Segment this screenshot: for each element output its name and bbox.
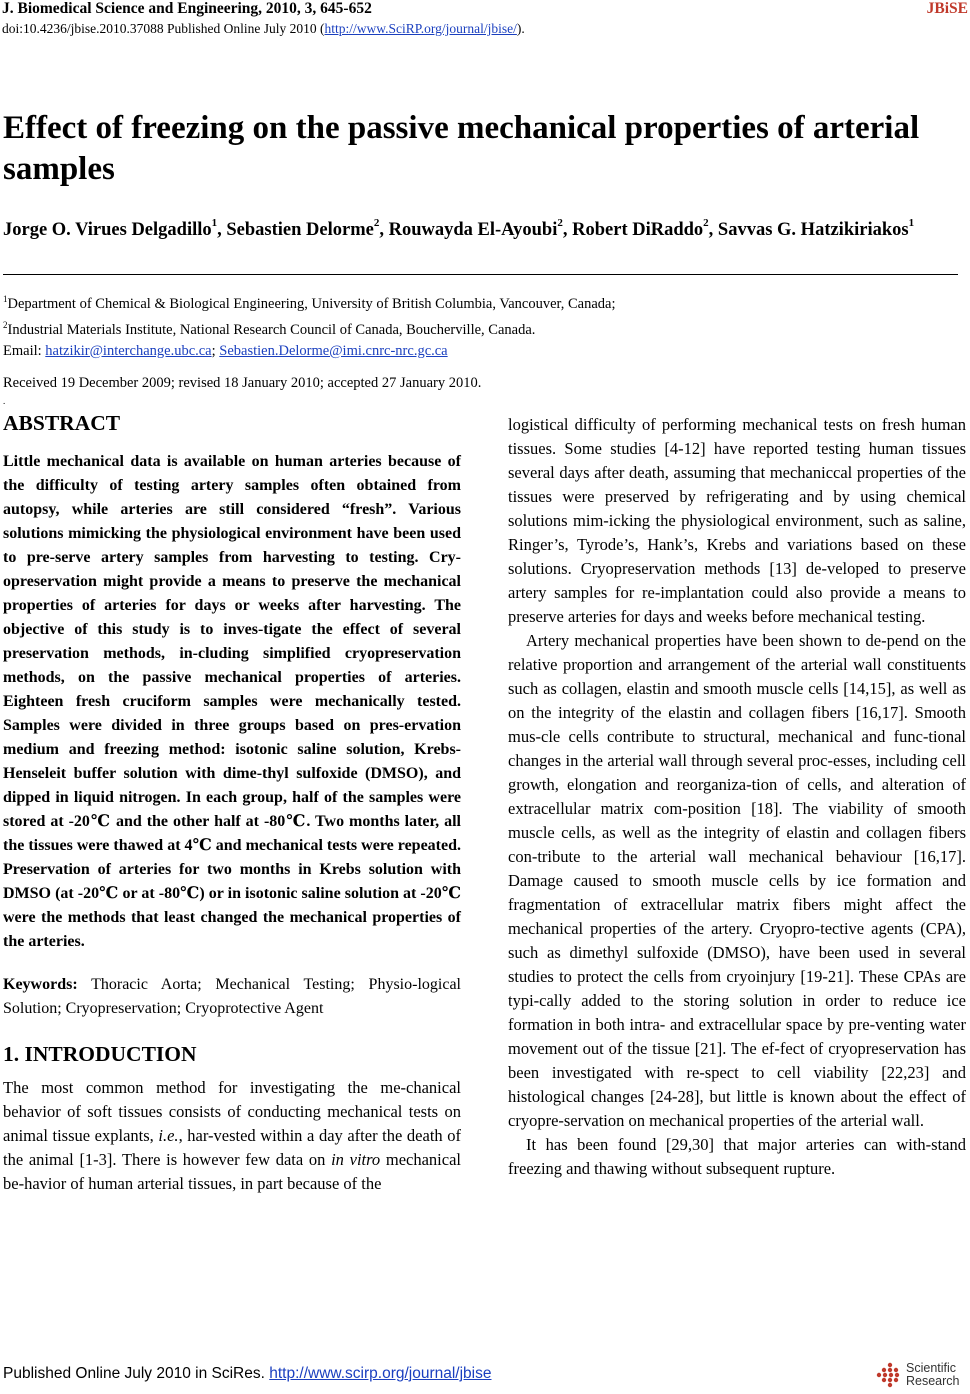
intro-text: mechanical be-havior of human arterial tissues, in part because of the xyxy=(3,1150,461,1193)
email-separator: ; xyxy=(211,342,220,359)
affiliation-marker: 1 xyxy=(908,217,915,229)
author-list xyxy=(3,212,963,243)
scientific-research-logo-icon xyxy=(876,1361,904,1389)
email-link-1[interactable]: hatzikir@interchange.ubc.ca xyxy=(45,342,212,359)
keywords-text: Thoracic Aorta; Mechanical Testing; Physio-logical Solution; Cryopreservation; Cryoprotective Agent xyxy=(3,976,461,1017)
footer-text: Published Online July 2010 in SciRes. xyxy=(3,1365,270,1382)
title-divider xyxy=(3,274,958,275)
right-column xyxy=(508,413,966,1181)
affiliation-1 xyxy=(3,289,963,315)
author-name: , Savvas G. Hatzikiriakos xyxy=(708,220,909,241)
keywords xyxy=(3,973,461,1021)
received-dates: Received 19 December 2009; revised 18 January 2010; accepted 27 January 2010. xyxy=(3,375,482,391)
email-link-2[interactable]: Sebastien.Delorme@imi.cnrc-nrc.gc.ca xyxy=(219,342,448,359)
affiliation-text: Department of Chemical & Biological Engineering, University of British Columbia, Vancouver, Canada; xyxy=(7,295,616,312)
email-line xyxy=(3,341,963,362)
email-label: Email: xyxy=(3,342,46,359)
page-header xyxy=(2,0,968,38)
author-name: , Sebastien Delorme xyxy=(217,220,374,241)
body-paragraph: It has been found [29,30] that major arteries can with-stand freezing and thawing without subsequent rupture. xyxy=(508,1135,966,1178)
stray-dot: . xyxy=(3,396,6,406)
affiliation-marker: 2 xyxy=(703,217,709,229)
affiliation-marker: 2 xyxy=(3,319,8,330)
left-column xyxy=(3,408,461,1196)
doi-close: ). xyxy=(516,21,525,36)
body-paragraph: logistical difficulty of performing mechanical tests on fresh human tissues. Some studies [4-12] have reported testing human tissues several days after death, assuming that mechaniccal properties of the tissues were preserved by refrigerating and by using chemical solutions mim-icking the physiological environment, such as saline, Ringer’s, Tyrode’s, Hank’s, Krebs and variations based on these solutions. Cryopreservation methods [13] de-veloped to preserve artery samples for re-implantation could also provide a means to preserve arteries for days and weeks before mechanical testing. xyxy=(508,415,966,626)
journal-line xyxy=(2,0,968,18)
footer-link[interactable]: http://www.scirp.org/journal/jbise xyxy=(269,1365,492,1382)
journal-tag: JBiSE xyxy=(926,0,968,17)
doi-text: doi:10.4236/jbise.2010.37088 Published Online July 2010 ( xyxy=(2,21,325,36)
author-name: , Robert DiRaddo xyxy=(562,220,704,241)
abstract-heading: ABSTRACT xyxy=(3,411,121,435)
affiliation-marker: 2 xyxy=(373,217,380,229)
abstract-body: Little mechanical data is available on human arteries because of the difficulty of testing artery samples often obtained from autopsy, while arteries are still considered “fresh”. Various solutions mimicking the physiological environment have been used to pre-serve artery samples from harvesting to testing. Cry-opreservation might provide a means to preserve the mechanical properties of arteries for days or weeks after harvesting. The objective of this study is to inves-tigate the effect of several preservation methods, in-cluding simplified cryopreservation methods, on the passive mechanical properties of arteries. Eighteen fresh cruciform samples were mechanically tested. Samples were divided in three groups based on pres-ervation medium and freezing method: isotonic saline solution, Krebs-Henseleit buffer solution with dime-thyl sulfoxide (DMSO), and dipped in liquid nitrogen. In each group, half of the samples were stored at -20℃ and the other half at -80℃. Two months later, all the tissues were thawed at 4℃ and mechanical tests were repeated. Preservation of arteries for two months in Krebs solution with DMSO (at -20℃ or at -80℃) or in isotonic saline solution at -20℃ were the methods that least changed the mechanical properties of the arteries. xyxy=(3,453,461,950)
doi-line xyxy=(2,20,968,38)
affiliation-text: Industrial Materials Institute, National Research Council of Canada, Boucherville, Canada. xyxy=(7,321,536,338)
affiliations xyxy=(3,289,963,362)
introduction-heading: 1. INTRODUCTION xyxy=(3,1042,197,1066)
affiliation-marker: 2 xyxy=(557,217,563,229)
affiliation-marker: 1 xyxy=(211,217,218,229)
affiliation-2 xyxy=(3,315,963,341)
paper-title: Effect of freezing on the passive mechanical properties of arterial samples xyxy=(3,110,920,187)
publisher-logo xyxy=(876,1358,968,1392)
introduction-paragraph xyxy=(3,1076,461,1196)
journal-citation: J. Biomedical Science and Engineering, 2010, 3, 645-652 xyxy=(2,0,372,17)
intro-italic: in vitro xyxy=(331,1150,381,1169)
author-name: , Rouwayda El-Ayoubi xyxy=(379,220,558,241)
logo-line-1: Scientific xyxy=(906,1361,957,1375)
logo-line-2: Research xyxy=(906,1374,960,1388)
page-footer xyxy=(3,1363,492,1385)
author-name: Jorge O. Virues Delgadillo xyxy=(3,220,212,241)
intro-italic: i.e. xyxy=(158,1126,179,1145)
intro-text: , har-vested within a day after the death of the animal [1-3]. There is however few data on xyxy=(3,1126,461,1169)
keywords-label: Keywords: xyxy=(3,976,78,993)
logo-text xyxy=(906,1362,960,1388)
intro-text: The most common method for investigating the me-chanical behavior of soft tissues consists of conducting mechanical tests on animal tissue explants, xyxy=(3,1078,461,1145)
affiliation-marker: 1 xyxy=(3,294,8,304)
body-paragraph: Artery mechanical properties have been shown to de-pend on the relative proportion and arrangement of the arterial wall constituents such as collagen, elastin and smooth muscle cells [14,15], as well as on the integrity of the elastin and collagen fibers [16,17]. Smooth mus-cle cells contribute to structural, mechanical and func-tional changes in the arterial wall through several proc-esses, including cell growth, elongation and reorganiza-tion of cells, and alteration of extracellular matrix com-position [18]. The viability of smooth muscle cells, as well as the integrity of elastin and collagen fibers con-tribute to the arterial wall mechanical behaviour [16,17]. Damage caused to smooth muscle cells by ice formation and fragmentation of extracellular matrix fibers might affect the mechanical properties of the artery. Cryopro-tective agents (CPA), such as dimethyl sulfoxide (DMSO), have been used in several studies to protect the cells from cryoinjury [19-21]. These CPAs are typi-cally added to the storing solution in order to reduce ice formation in both intra- and extracellular space by pre-venting water movement out of the tissue [21]. The ef-fect of cryopreservation has been investigated with re-spect to cell viability [22,23] and histological changes [24-28], but little is known about the effect of cryopre-servation on mechanical properties of the arterial wall. xyxy=(508,631,966,1130)
journal-url-link[interactable]: http://www.SciRP.org/journal/jbise/ xyxy=(324,21,517,36)
